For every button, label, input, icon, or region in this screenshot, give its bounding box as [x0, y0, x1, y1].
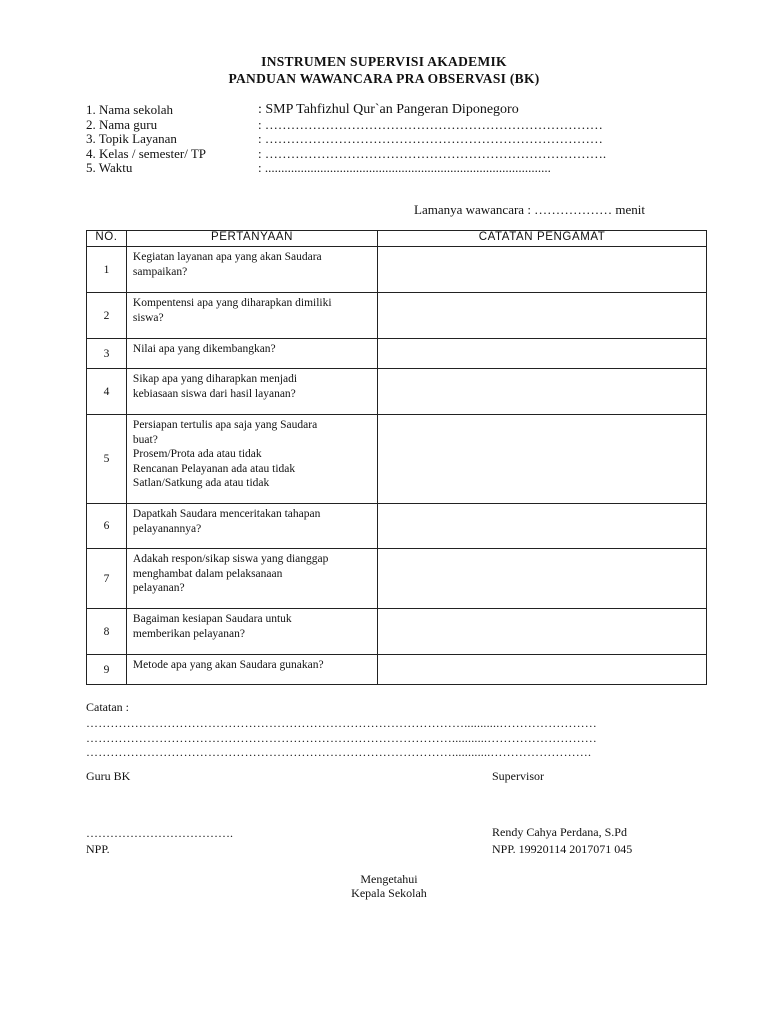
question-line: Metode apa yang akan Saudara gunakan?: [132, 659, 324, 671]
info-value: : ……………………………………………………………………: [258, 131, 603, 146]
question-line: sampaikan?: [132, 265, 188, 278]
question-line: Dapatkah Saudara menceritakan tahapan: [132, 508, 321, 520]
question-line: Kompentensi apa yang diharapkan dimiliki: [132, 297, 332, 309]
observer-note-cell[interactable]: [378, 369, 707, 415]
table-row: [87, 655, 707, 685]
header-question: PERTANYAAN: [126, 231, 377, 247]
question-line: Prosem/Prota ada atau tidak: [132, 448, 262, 460]
row-number: 3: [87, 339, 127, 369]
info-label: 5. Waktu: [86, 160, 133, 175]
question-cell: [126, 369, 377, 415]
supervisor-npp: NPP. 19920114 2017071 045: [492, 842, 633, 856]
question-line: menghambat dalam pelaksanaan: [132, 567, 283, 580]
table-row: [87, 609, 707, 655]
question-cell: [126, 293, 377, 339]
notes-line[interactable]: ………………………………………………………………………………............…………………….: [86, 745, 592, 759]
supervisor-name: Rendy Cahya Perdana, S.Pd: [492, 825, 627, 839]
table-row: [87, 549, 707, 609]
question-line: Nilai apa yang dikembangkan?: [132, 343, 276, 355]
row-number: 6: [87, 504, 127, 549]
question-cell: [126, 247, 377, 293]
row-number: 4: [87, 369, 127, 415]
interview-duration: Lamanya wawancara : ……………… menit: [414, 202, 646, 217]
info-row-time: [86, 161, 606, 176]
table-row: [87, 504, 707, 549]
question-line: Bagaiman kesiapan Saudara untuk: [132, 613, 292, 625]
row-number: 7: [87, 549, 127, 609]
row-number: 8: [87, 609, 127, 655]
info-value: : …………………………………………………………………….: [258, 145, 607, 161]
teacher-name-line: ……………………………….: [86, 826, 233, 840]
document-subtitle: PANDUAN WAWANCARA PRA OBSERVASI (BK): [228, 71, 540, 86]
row-number: 2: [87, 293, 127, 339]
table-row: [87, 247, 707, 293]
notes-line[interactable]: ………………………………………………………………………………...........………………………: [86, 730, 597, 745]
question-cell: [126, 655, 377, 685]
supervisor-role: Supervisor: [492, 769, 544, 783]
info-label: 1. Nama sekolah: [86, 102, 174, 117]
observer-note-cell[interactable]: [378, 609, 707, 655]
info-value: : SMP Tahfizhul Qur`an Pangeran Diponegoro: [258, 102, 519, 117]
row-number: 9: [87, 655, 127, 685]
question-cell: [126, 415, 377, 504]
question-line: siswa?: [132, 311, 164, 324]
info-row-class: [86, 147, 606, 162]
info-row-school: [86, 103, 606, 118]
teacher-role: Guru BK: [86, 769, 131, 783]
info-value: : ........................................................................................: [258, 160, 551, 175]
row-number: 5: [87, 415, 127, 504]
question-line: Persiapan tertulis apa saja yang Saudara: [132, 419, 318, 431]
header-observer-notes: CATATAN PENGAMAT: [378, 231, 707, 247]
question-line: memberikan pelayanan?: [132, 627, 245, 640]
question-line: Sikap apa yang diharapkan menjadi: [132, 373, 298, 385]
question-cell: [126, 504, 377, 549]
acknowledgment-label: Mengetahui: [360, 872, 418, 886]
observer-note-cell[interactable]: [378, 415, 707, 504]
teacher-npp: NPP.: [86, 842, 110, 856]
question-line: Adakah respon/sikap siswa yang dianggap: [132, 553, 329, 565]
question-line: pelayanan?: [132, 582, 185, 594]
info-row-topic: [86, 132, 606, 147]
info-row-teacher: [86, 118, 606, 133]
observer-note-cell[interactable]: [378, 655, 707, 685]
observer-note-cell[interactable]: [378, 293, 707, 339]
question-line: buat?: [132, 433, 158, 446]
question-line: Rencanan Pelayanan ada atau tidak: [132, 462, 296, 475]
question-line: pelayanannya?: [132, 522, 202, 535]
question-cell: [126, 609, 377, 655]
question-cell: [126, 339, 377, 369]
headmaster-title: Kepala Sekolah: [351, 886, 427, 900]
question-line: kebiasaan siswa dari hasil layanan?: [132, 387, 296, 400]
observer-note-cell[interactable]: [378, 247, 707, 293]
table-row: [87, 415, 707, 504]
interview-table: [86, 230, 707, 685]
header-no: NO.: [87, 231, 127, 247]
identity-section: [86, 103, 606, 176]
table-header-row: [87, 231, 707, 247]
info-label: 4. Kelas / semester/ TP: [86, 145, 206, 161]
table-row: [87, 369, 707, 415]
observer-note-cell[interactable]: [378, 549, 707, 609]
info-value: : ……………………………………………………………………: [258, 116, 603, 132]
observer-note-cell[interactable]: [378, 504, 707, 549]
question-line: Satlan/Satkung ada atau tidak: [132, 477, 270, 489]
notes-label: Catatan :: [86, 700, 129, 714]
row-number: 1: [87, 247, 127, 293]
info-label: 3. Topik Layanan: [86, 131, 177, 146]
question-cell: [126, 549, 377, 609]
table-row: [87, 339, 707, 369]
notes-line[interactable]: …………………………………………………………………………………...........……………………: [86, 716, 597, 730]
question-line: Kegiatan layanan apa yang akan Saudara: [132, 251, 322, 263]
notes-section: [86, 700, 676, 760]
table-row: [87, 293, 707, 339]
info-label: 2. Nama guru: [86, 116, 158, 132]
document-title: INSTRUMEN SUPERVISI AKADEMIK: [261, 54, 507, 69]
observer-note-cell[interactable]: [378, 339, 707, 369]
